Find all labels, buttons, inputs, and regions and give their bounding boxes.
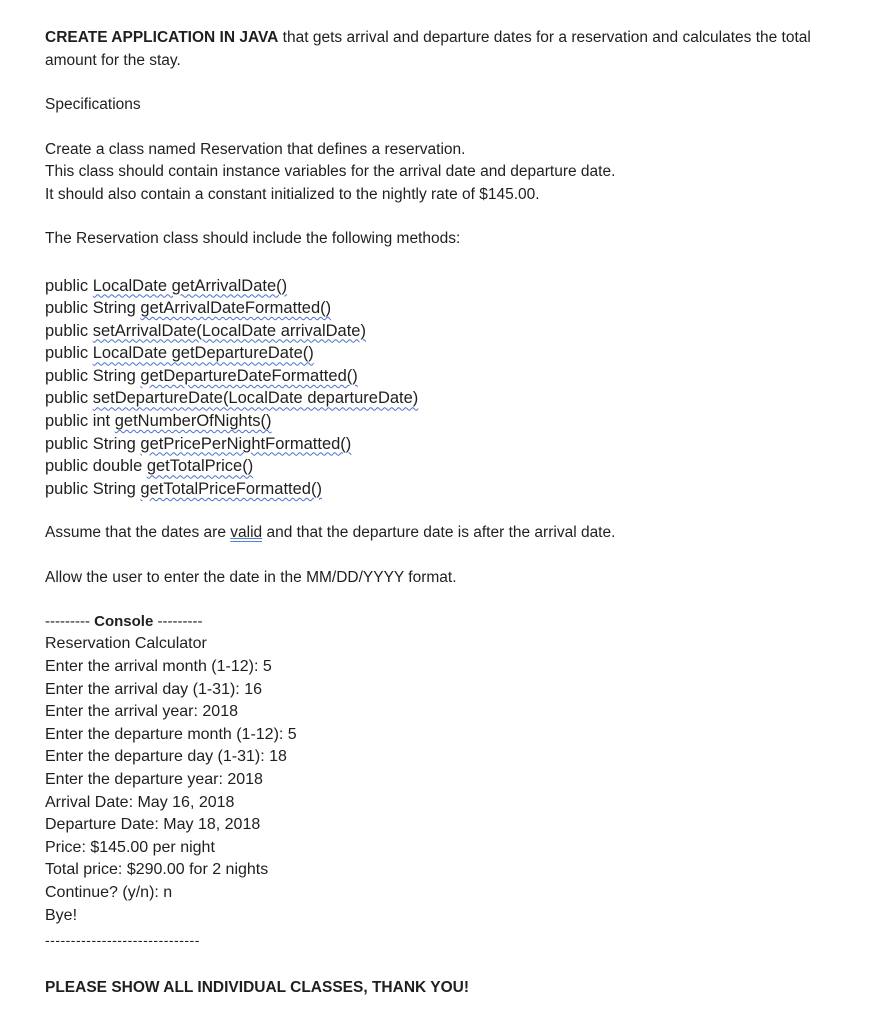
method-item xyxy=(45,455,835,478)
console-line: Continue? (y/n): n xyxy=(45,883,173,901)
intro-paragraph xyxy=(45,27,835,72)
console-line: Total price: $290.00 for 2 nights xyxy=(45,861,269,879)
method-prefix: public String xyxy=(45,299,141,318)
method-item xyxy=(45,478,835,501)
method-prefix: public xyxy=(45,321,93,340)
specifications-heading: Specifications xyxy=(45,96,141,113)
assumption-before: Assume that the dates are xyxy=(45,524,231,542)
methods-list xyxy=(45,275,835,501)
method-item xyxy=(45,275,835,298)
console-line: Enter the arrival day (1-31): 16 xyxy=(45,680,262,698)
method-prefix: public xyxy=(45,389,93,408)
method-prefix: public xyxy=(45,344,93,363)
method-signature: getTotalPriceFormatted() xyxy=(140,479,322,498)
method-prefix: public String xyxy=(45,479,141,498)
assumption-paragraph xyxy=(45,522,835,545)
class-description xyxy=(45,139,835,207)
console-line: Departure Date: May 18, 2018 xyxy=(45,816,261,834)
closing-note: PLEASE SHOW ALL INDIVIDUAL CLASSES, THANK YOU! xyxy=(45,979,469,997)
method-item xyxy=(45,320,835,343)
class-description-line: This class should contain instance variables for the arrival date and departure date. xyxy=(45,163,616,180)
assumption-underlined: valid xyxy=(230,524,263,542)
console-header-dashes-right: --------- xyxy=(153,613,203,631)
method-signature: LocalDate getArrivalDate() xyxy=(92,276,288,295)
intro-text: that gets arrival and departure dates for a reservation and calculates the total amount for the stay. xyxy=(45,29,811,69)
method-item xyxy=(45,387,835,410)
methods-intro: The Reservation class should include the following methods: xyxy=(45,230,461,247)
console-line: Bye! xyxy=(45,906,78,924)
method-signature: getTotalPrice() xyxy=(146,457,254,476)
console-header-dashes-left: --------- xyxy=(45,613,95,631)
method-signature: getPricePerNightFormatted() xyxy=(140,434,352,453)
method-signature: LocalDate getDepartureDate() xyxy=(92,344,314,363)
console-line: Arrival Date: May 16, 2018 xyxy=(45,793,235,811)
method-signature: setArrivalDate(LocalDate arrivalDate) xyxy=(92,321,366,340)
method-prefix: public double xyxy=(45,457,147,476)
console-line: Enter the departure year: 2018 xyxy=(45,771,263,788)
console-footer: ------------------------------ xyxy=(45,932,200,949)
method-prefix: public String xyxy=(45,434,141,453)
intro-bold-lead: CREATE APPLICATION IN JAVA xyxy=(45,29,279,46)
method-signature: getDepartureDateFormatted() xyxy=(140,366,358,385)
console-block xyxy=(45,611,835,951)
console-header-label: Console xyxy=(94,613,154,631)
console-line: Enter the departure month (1-12): 5 xyxy=(45,725,297,743)
console-line: Enter the arrival year: 2018 xyxy=(45,703,238,721)
class-description-line: Create a class named Reservation that defines a reservation. xyxy=(45,140,466,158)
method-item xyxy=(45,365,835,388)
console-line: Enter the departure day (1-31): 18 xyxy=(45,748,287,766)
method-prefix: public xyxy=(45,276,93,295)
method-item xyxy=(45,410,835,433)
method-item xyxy=(45,297,835,320)
method-prefix: public String xyxy=(45,366,141,385)
console-line: Price: $145.00 per night xyxy=(45,838,215,856)
console-header xyxy=(45,611,835,633)
class-description-line: It should also contain a constant initialized to the nightly rate of $145.00. xyxy=(45,185,540,203)
method-item xyxy=(45,342,835,365)
method-item xyxy=(45,433,835,456)
document xyxy=(45,27,835,1000)
method-signature: getNumberOfNights() xyxy=(114,412,272,431)
method-prefix: public int xyxy=(45,412,115,431)
date-format-note: Allow the user to enter the date in the MM/DD/YYYY format. xyxy=(45,568,457,586)
method-signature: setDepartureDate(LocalDate departureDate) xyxy=(92,389,419,408)
method-signature: getArrivalDateFormatted() xyxy=(140,299,332,318)
assumption-after: and that the departure date is after the arrival date. xyxy=(262,524,616,542)
console-line: Reservation Calculator xyxy=(45,635,207,653)
console-line: Enter the arrival month (1-12): 5 xyxy=(45,658,272,676)
